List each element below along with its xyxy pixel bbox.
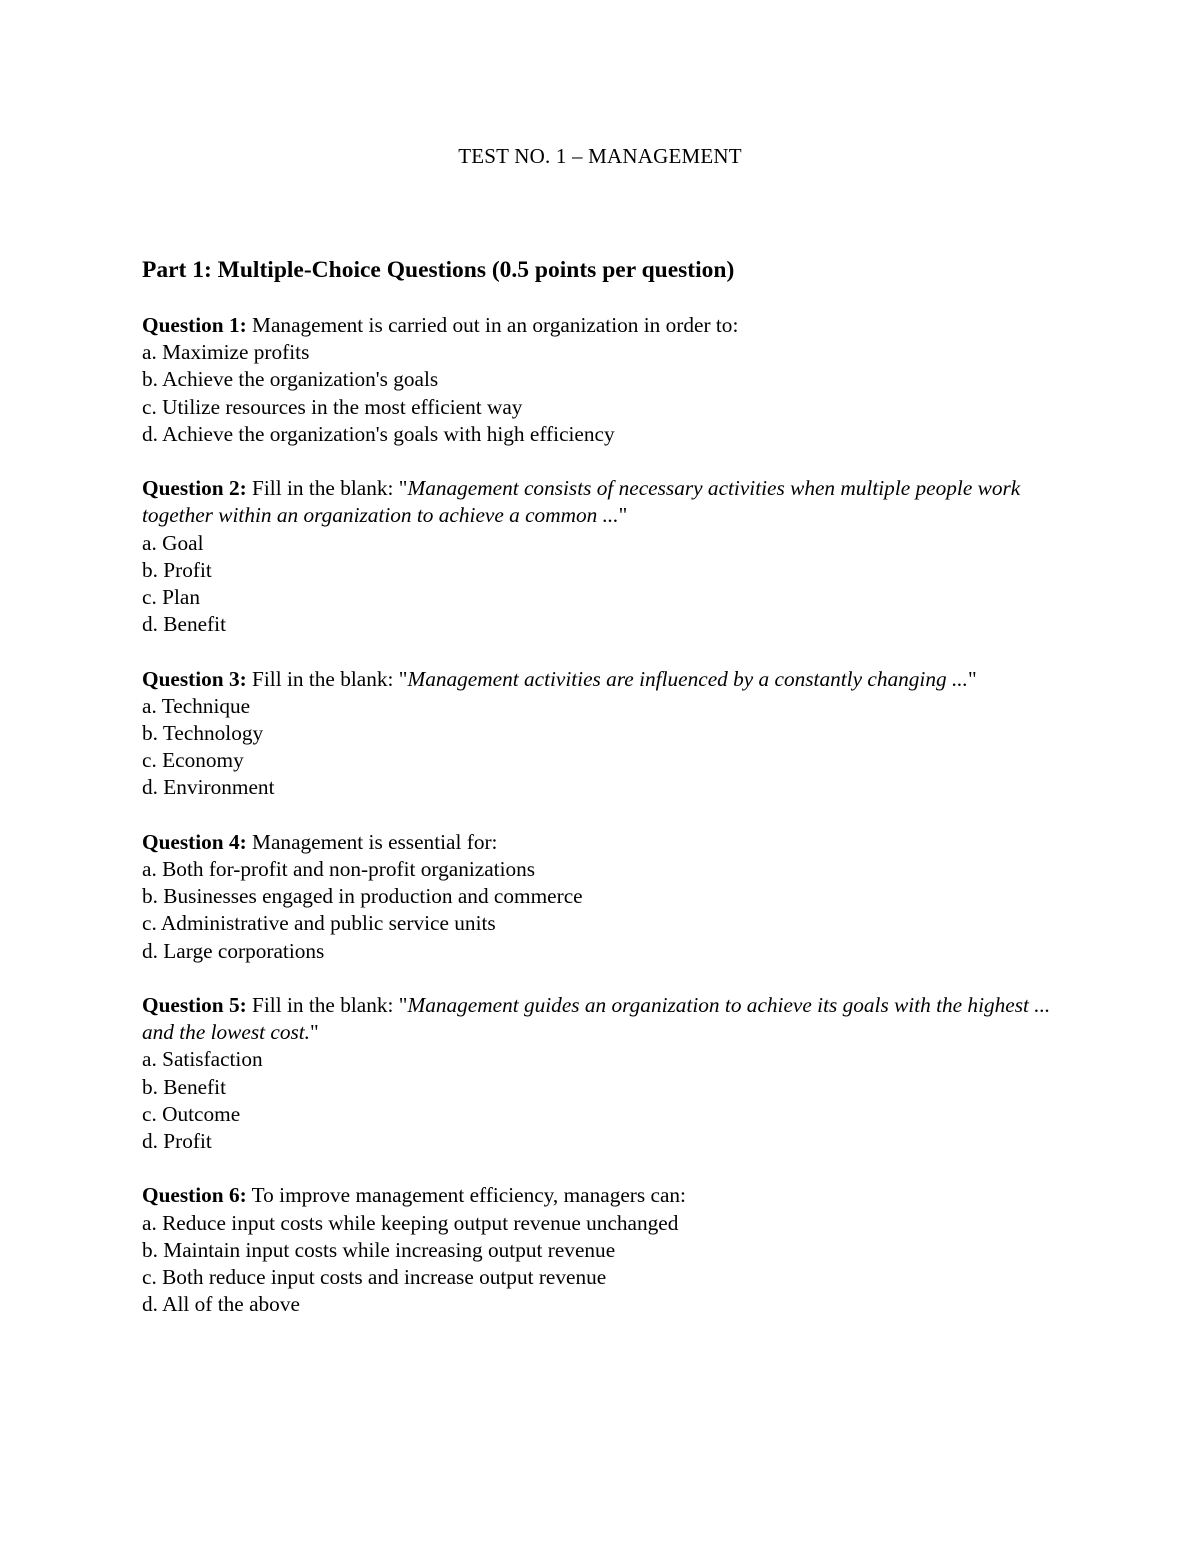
option-c: c. Economy <box>142 748 244 773</box>
question-text: Management is essential for: <box>246 829 498 854</box>
option-c: c. Utilize resources in the most efficient way <box>142 394 523 419</box>
option-d: d. All of the above <box>142 1292 300 1317</box>
question-label: Question 6: <box>142 1183 247 1208</box>
question-label: Question 1: <box>142 313 247 337</box>
option-b: b. Benefit <box>142 1074 226 1099</box>
question-2 <box>142 475 1062 638</box>
option-a: a. Satisfaction <box>142 1047 263 1072</box>
option-d: d. Environment <box>142 775 275 800</box>
option-c: c. Administrative and public service units <box>142 911 496 936</box>
quote-close: " <box>618 503 628 528</box>
option-c: c. Both reduce input costs and increase output revenue <box>142 1265 607 1290</box>
option-c: c. Plan <box>142 585 200 610</box>
option-d: d. Benefit <box>142 612 226 637</box>
question-quote: Management consists of necessary activities when multiple people work together within an organization to achieve a common ... <box>142 476 1021 528</box>
document-title: TEST NO. 1 – MANAGEMENT <box>458 144 742 168</box>
quote-close: " <box>967 666 977 691</box>
option-d: d. Profit <box>142 1129 212 1154</box>
question-3 <box>142 666 1062 802</box>
question-stem <box>142 475 1062 529</box>
option-b: b. Technology <box>142 721 264 746</box>
option-b: b. Businesses engaged in production and commerce <box>142 884 583 909</box>
question-text: Fill in the blank: " <box>246 666 408 691</box>
quote-close: " <box>310 1020 319 1045</box>
question-text: Fill in the blank: " <box>246 993 408 1018</box>
question-stem <box>142 666 1062 693</box>
question-stem <box>142 312 1062 339</box>
part-heading: Part 1: Multiple-Choice Questions (0.5 points per question) <box>142 257 735 283</box>
option-a: a. Reduce input costs while keeping output revenue unchanged <box>142 1210 679 1235</box>
question-4 <box>142 829 1062 965</box>
option-d: d. Achieve the organization's goals with high efficiency <box>142 421 615 446</box>
question-1 <box>142 312 1062 448</box>
question-label: Question 5: <box>142 993 247 1018</box>
question-text: To improve management efficiency, managers can: <box>246 1183 686 1208</box>
question-list <box>142 312 1062 1346</box>
question-quote: Management activities are influenced by a constantly changing ... <box>407 666 968 691</box>
question-6 <box>142 1182 1062 1318</box>
question-stem <box>142 992 1062 1046</box>
question-quote: Management guides an organization to achieve its goals with the highest ... and the lowest cost. <box>142 993 1051 1045</box>
question-stem <box>142 1182 1062 1209</box>
question-text: Fill in the blank: " <box>246 476 408 501</box>
question-text: Management is carried out in an organization in order to: <box>246 313 739 337</box>
question-5 <box>142 992 1062 1155</box>
option-a: a. Maximize profits <box>142 340 310 365</box>
question-label: Question 3: <box>142 666 247 691</box>
question-label: Question 2: <box>142 476 247 501</box>
option-c: c. Outcome <box>142 1101 241 1126</box>
option-b: b. Achieve the organization's goals <box>142 367 439 392</box>
option-d: d. Large corporations <box>142 938 325 963</box>
question-stem <box>142 829 1062 856</box>
option-b: b. Profit <box>142 557 212 582</box>
option-a: a. Technique <box>142 693 251 718</box>
option-a: a. Both for-profit and non-profit organizations <box>142 857 536 882</box>
option-b: b. Maintain input costs while increasing output revenue <box>142 1237 616 1262</box>
option-a: a. Goal <box>142 530 204 555</box>
question-label: Question 4: <box>142 829 247 854</box>
